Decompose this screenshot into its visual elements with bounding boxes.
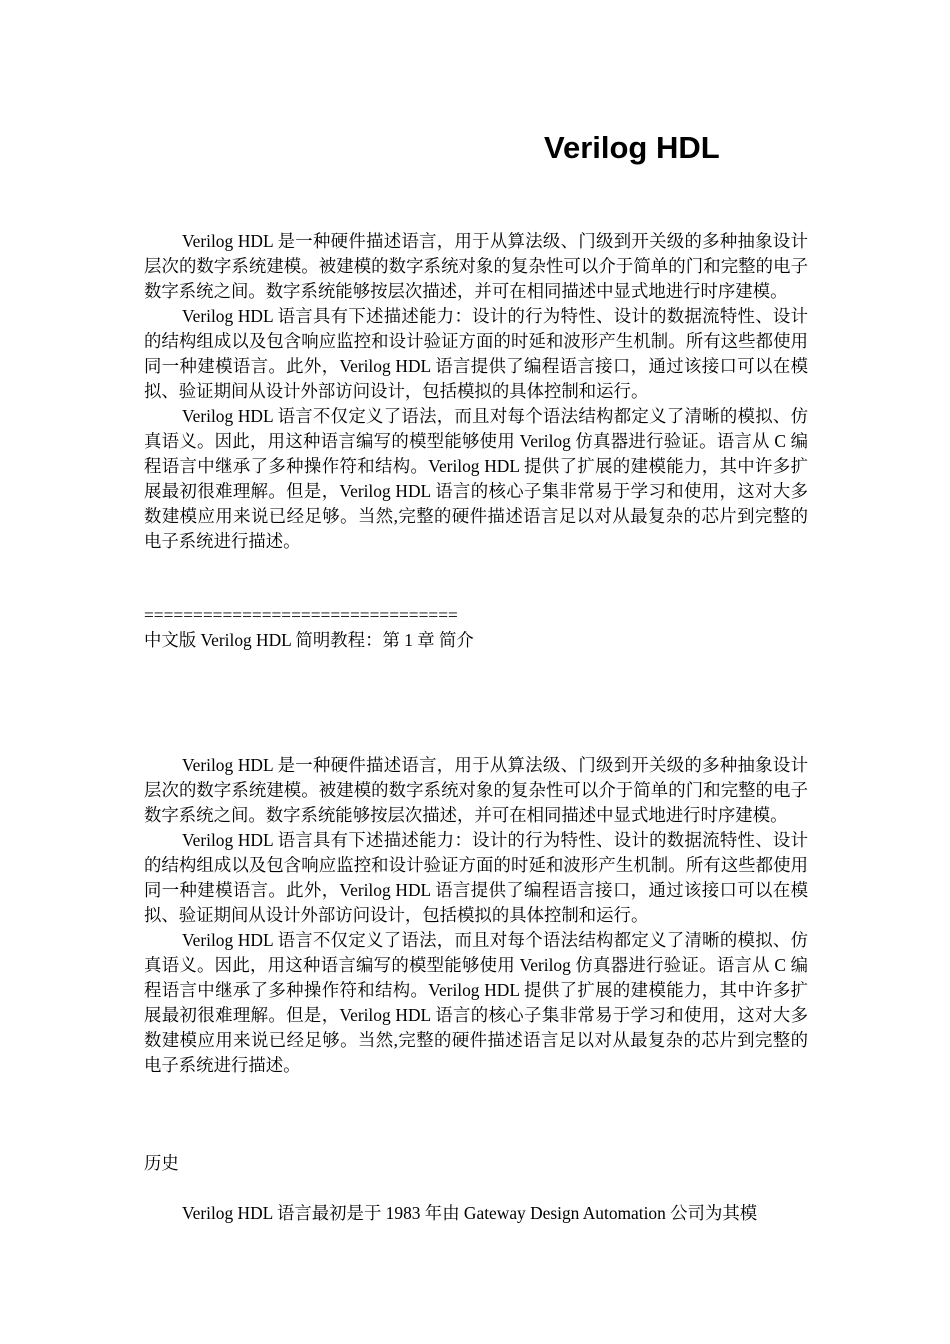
chapter-paragraph: Verilog HDL 是一种硬件描述语言，用于从算法级、门级到开关级的多种抽象设计层次的数字系统建模。被建模的数字系统对象的复杂性可以介于简单的门和完整的电子数字系统之间。数字系统能够按层次描述，并可在相同描述中显式地进行时序建模。 [144,755,808,825]
history-heading: 历史 [144,1153,179,1173]
separator-line: ================================ [144,605,458,625]
document-title: Verilog HDL [544,130,720,165]
intro-paragraph: Verilog HDL 语言不仅定义了语法，而且对每个语法结构都定义了清晰的模拟、仿真语义。因此，用这种语言编写的模型能够使用 Verilog 仿真器进行验证。语言从 C 编程语言中继承了多种操作符和结构。Verilog HDL 提供了扩展的建模能力，其中许多扩展最初很难理解。但是，Verilog HDL 语言的核心子集非常易于学习和使用，这对大多数建模应用来说已经足够。当然,完整的硬件描述语言足以对从最复杂的芯片到完整的电子系统进行描述。 [144,406,808,551]
chapter-section [144,753,808,1078]
intro-paragraph: Verilog HDL 是一种硬件描述语言，用于从算法级、门级到开关级的多种抽象设计层次的数字系统建模。被建模的数字系统对象的复杂性可以介于简单的门和完整的电子数字系统之间。数字系统能够按层次描述，并可在相同描述中显式地进行时序建模。 [144,231,808,301]
history-paragraph: Verilog HDL 语言最初是于 1983 年由 Gateway Design Automation 公司为其模 [182,1203,758,1223]
chapter-heading: 中文版 Verilog HDL 简明教程：第 1 章 简介 [144,630,474,650]
intro-section [144,229,808,554]
intro-paragraph: Verilog HDL 语言具有下述描述能力：设计的行为特性、设计的数据流特性、设计的结构组成以及包含响应监控和设计验证方面的时延和波形产生机制。所有这些都使用同一种建模语言。此外，Verilog HDL 语言提供了编程语言接口，通过该接口可以在模拟、验证期间从设计外部访问设计，包括模拟的具体控制和运行。 [144,306,808,401]
chapter-paragraph: Verilog HDL 语言具有下述描述能力：设计的行为特性、设计的数据流特性、设计的结构组成以及包含响应监控和设计验证方面的时延和波形产生机制。所有这些都使用同一种建模语言。此外，Verilog HDL 语言提供了编程语言接口，通过该接口可以在模拟、验证期间从设计外部访问设计，包括模拟的具体控制和运行。 [144,830,808,925]
chapter-paragraph: Verilog HDL 语言不仅定义了语法，而且对每个语法结构都定义了清晰的模拟、仿真语义。因此，用这种语言编写的模型能够使用 Verilog 仿真器进行验证。语言从 C 编程语言中继承了多种操作符和结构。Verilog HDL 提供了扩展的建模能力，其中许多扩展最初很难理解。但是，Verilog HDL 语言的核心子集非常易于学习和使用，这对大多数建模应用来说已经足够。当然,完整的硬件描述语言足以对从最复杂的芯片到完整的电子系统进行描述。 [144,930,808,1075]
